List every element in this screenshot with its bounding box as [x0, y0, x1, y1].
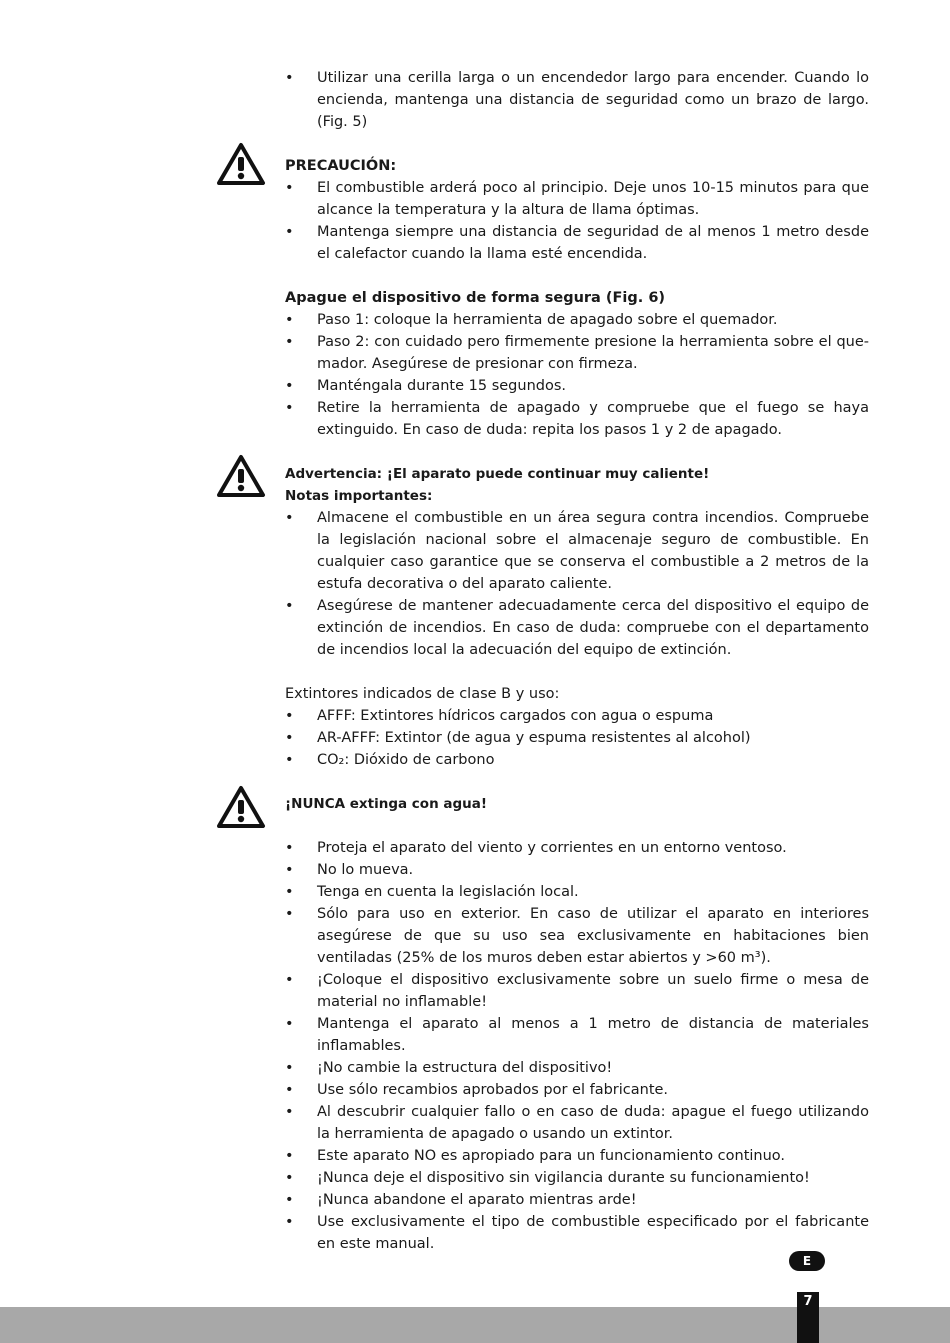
bullet-icon: •: [285, 1148, 294, 1164]
extinguishers-list: [285, 705, 869, 771]
list-item: • Paso 1: coloque la herramienta de apagado sobre el quemador.: [285, 309, 869, 331]
extinguishers-intro: Extintores indicados de clase B y uso:: [285, 686, 560, 702]
list-item: • Mantenga el aparato al menos a 1 metro de distancia de materiales inflamables.: [285, 1013, 869, 1057]
bullet-icon: •: [285, 378, 294, 394]
bullet-icon: •: [285, 180, 294, 196]
list-item: • Al descubrir cualquier fallo o en caso de duda: apague el fuego utilizando la herramienta de apagado o usando un extintor.: [285, 1101, 869, 1145]
list-item: • Utilizar una cerilla larga o un encendedor largo para encender. Cuando lo encienda, mantenga una distancia de seguridad como un brazo de largo. (Fig. 5): [285, 67, 869, 133]
list-item: • Sólo para uso en exterior. En caso de utilizar el aparato en interiores asegúrese de que su uso sea exclusivamente en habitaciones bien ventiladas (25% de los muros deben estar abiertos y >60 m³).: [285, 903, 869, 969]
general-list: [285, 837, 869, 1255]
warning-triangle-icon: [216, 454, 266, 498]
bullet-icon: •: [285, 972, 294, 988]
language-badge: E: [789, 1251, 825, 1271]
warning-subtitle: Notas importantes:: [285, 488, 433, 504]
warning-triangle-icon: [216, 142, 266, 186]
list-item: • Use sólo recambios aprobados por el fabricante.: [285, 1079, 869, 1101]
ignition-list: [285, 67, 869, 133]
list-item: • Mantenga siempre una distancia de seguridad de al menos 1 metro desde el calefactor cuando la llama esté encendida.: [285, 221, 869, 265]
bullet-icon: •: [285, 1192, 294, 1208]
bullet-icon: •: [285, 400, 294, 416]
list-item: • ¡No cambie la estructura del dispositivo!: [285, 1057, 869, 1079]
bullet-icon: •: [285, 906, 294, 922]
bullet-icon: •: [285, 312, 294, 328]
list-item: • Manténgala durante 15 segundos.: [285, 375, 869, 397]
caution-title: PRECAUCIÓN:: [285, 158, 397, 174]
bullet-icon: •: [285, 840, 294, 856]
warning-list: [285, 507, 869, 661]
page-content: [285, 67, 869, 1255]
list-item: • ¡Nunca deje el dispositivo sin vigilancia durante su funcionamiento!: [285, 1167, 869, 1189]
bullet-icon: •: [285, 752, 294, 768]
list-item: • Este aparato NO es apropiado para un funcionamiento continuo.: [285, 1145, 869, 1167]
never-water-title: ¡NUNCA extinga con agua!: [285, 796, 488, 812]
list-item: • Proteja el aparato del viento y corrientes en un entorno ventoso.: [285, 837, 869, 859]
bullet-icon: •: [285, 884, 294, 900]
list-item: • Use exclusivamente el tipo de combustible especificado por el fabricante en este manual.: [285, 1211, 869, 1255]
bullet-icon: •: [285, 70, 294, 86]
bullet-icon: •: [285, 1016, 294, 1032]
list-item: • Retire la herramienta de apagado y compruebe que el fuego se haya extinguido. En caso de duda: repita los pasos 1 y 2 de apagado.: [285, 397, 869, 441]
bullet-icon: •: [285, 1082, 294, 1098]
list-item: • ¡Nunca abandone el aparato mientras arde!: [285, 1189, 869, 1211]
bullet-icon: •: [285, 1060, 294, 1076]
warning-triangle-icon: [216, 785, 266, 829]
list-item: • CO₂: Dióxido de carbono: [285, 749, 869, 771]
page-number: 7: [797, 1292, 819, 1343]
bullet-icon: •: [285, 708, 294, 724]
bullet-icon: •: [285, 334, 294, 350]
shutdown-title: Apague el dispositivo de forma segura (Fig. 6): [285, 290, 666, 306]
bullet-icon: •: [285, 510, 294, 526]
list-item: • AR-AFFF: Extintor (de agua y espuma resistentes al alcohol): [285, 727, 869, 749]
list-item: • ¡Coloque el dispositivo exclusivamente sobre un suelo firme o mesa de material no inflamable!: [285, 969, 869, 1013]
list-item: • Asegúrese de mantener adecuadamente cerca del dispositivo el equipo de extinción de incendios. En caso de duda: compruebe con el departamento de incendios local la adecuación del equipo de extinción.: [285, 595, 869, 661]
bullet-icon: •: [285, 598, 294, 614]
list-item: • No lo mueva.: [285, 859, 869, 881]
list-item: • Tenga en cuenta la legislación local.: [285, 881, 869, 903]
shutdown-list: [285, 309, 869, 441]
bullet-icon: •: [285, 1170, 294, 1186]
warning-title: Advertencia: ¡El aparato puede continuar muy caliente!: [285, 466, 710, 482]
bullet-icon: •: [285, 730, 294, 746]
bullet-icon: •: [285, 862, 294, 878]
bullet-icon: •: [285, 224, 294, 240]
bullet-icon: •: [285, 1214, 294, 1230]
list-item: • Paso 2: con cuidado pero firmemente presione la herramienta sobre el quemador. Asegúrese de presionar con firmeza.: [285, 331, 869, 375]
bullet-icon: •: [285, 1104, 294, 1120]
list-item: • El combustible arderá poco al principio. Deje unos 10-15 minutos para que alcance la temperatura y la altura de llama óptimas.: [285, 177, 869, 221]
caution-list: [285, 177, 869, 265]
list-item: • AFFF: Extintores hídricos cargados con agua o espuma: [285, 705, 869, 727]
list-item: • Almacene el combustible en un área segura contra incendios. Compruebe la legislación nacional sobre el almacenaje seguro de combustible. En cualquier caso garantice que se conserva el combustible a 2 metros de la estufa decorativa o del aparato caliente.: [285, 507, 869, 595]
